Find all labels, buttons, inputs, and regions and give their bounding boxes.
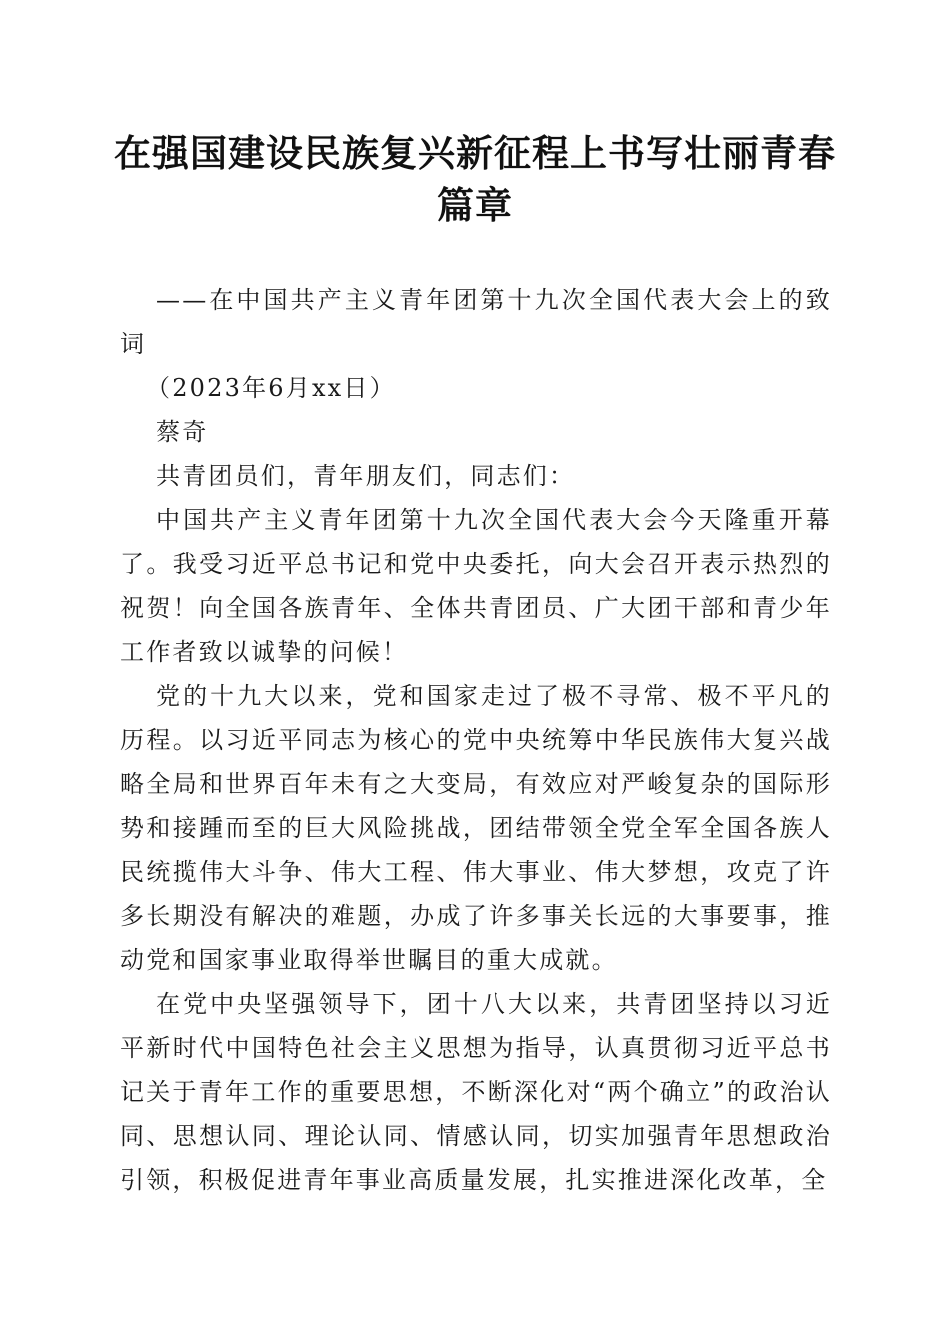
paragraph-1: 中国共产主义青年团第十九次全国代表大会今天隆重开幕了。我受习近平总书记和党中央委托，向大会召开表示热烈的祝贺！向全国各族青年、全体共青团员、广大团干部和青少年工作者致以诚挚的问候！ [120,506,832,666]
document-body [120,278,832,1202]
subtitle: ——在中国共产主义青年团第十九次全国代表大会上的致词 [120,286,832,358]
author: 蔡奇 [156,418,209,446]
paragraph-2: 党的十九大以来，党和国家走过了极不寻常、极不平凡的历程。以习近平同志为核心的党中央统筹中华民族伟大复兴战略全局和世界百年未有之大变局，有效应对严峻复杂的国际形势和接踵而至的巨大风险挑战，团结带领全党全军全国各族人民统揽伟大斗争、伟大工程、伟大事业、伟大梦想，攻克了许多长期没有解决的难题，办成了许多事关长远的大事要事，推动党和国家事业取得举世瞩目的重大成就。 [120,682,832,974]
paragraph-3: 在党中央坚强领导下，团十八大以来，共青团坚持以习近平新时代中国特色社会主义思想为指导，认真贯彻习近平总书记关于青年工作的重要思想，不断深化对“两个确立”的政治认同、思想认同、理论认同、情感认同，切实加强青年思想政治引领，积极促进青年事业高质量发展，扎实推进深化改革，全 [120,990,832,1194]
document-title: 在强国建设民族复兴新征程上书写壮丽青春篇章 [114,132,836,227]
date-line: （2023年6月xx日） [146,374,396,402]
salutation: 共青团员们，青年朋友们，同志们： [156,462,576,490]
